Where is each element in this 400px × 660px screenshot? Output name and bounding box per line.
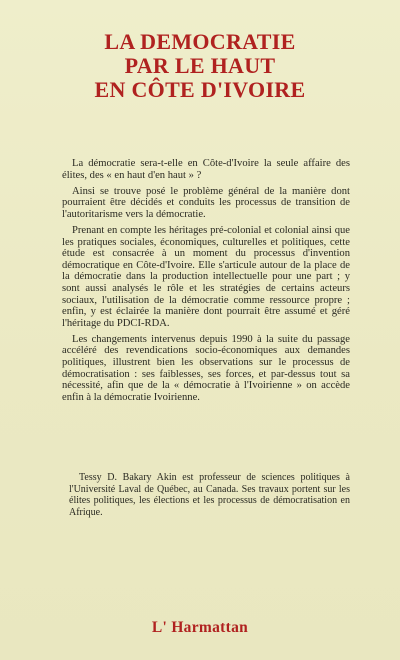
author-bio xyxy=(69,472,350,518)
blurb-paragraph-2: Ainsi se trouve posé le problème général de la manière dont pourraient être décidés et conduits les processus de transition de l'autoritarisme vers la démocratie. xyxy=(62,185,350,220)
blurb-paragraph-4: Les changements intervenus depuis 1990 à la suite du passage accéléré des revendications socio-économiques aux demandes politiques, illustrent bien les observations sur le processus de démocratisation : ses faiblesses, ses forces, et par-dessus tout sa nécessité, afin que de la « démocratie à l'Ivoirienne » on accède enfin à la démocratie Ivoirienne. xyxy=(62,333,350,403)
blurb-paragraph-3: Prenant en compte les héritages pré-colonial et colonial ainsi que les pratiques sociales, économiques, culturelles et politiques, cette étude est consacrée à un moment du processus d'invention démocratique en Côte-d'Ivoire. Elle s'articule autour de la place de la démocratie dans la production intellectuelle pour une part ; y sont aussi analysés le rôle et les stratégies de certains acteurs sociaux, l'utilisation de la démocratie comme ressource propre ; enfin, y est éclairée la manière dont pourrait être assumé et géré l'héritage du PDCI-RDA. xyxy=(62,224,350,329)
blurb xyxy=(62,158,350,408)
book-title xyxy=(0,30,400,102)
title-line-3: EN CÔTE D'IVOIRE xyxy=(94,77,306,102)
title-line-1: LA DEMOCRATIE xyxy=(104,29,296,54)
blurb-paragraph-1: La démocratie sera-t-elle en Côte-d'Ivoire la seule affaire des élites, des « en haut d'en haut » ? xyxy=(62,158,350,181)
title-line-2: PAR LE HAUT xyxy=(124,53,276,78)
author-bio-text: Tessy D. Bakary Akin est professeur de sciences politiques à l'Université Laval de Québec, au Canada. Ses travaux portent sur les élites politiques, les élections et les processus de démocratisation en Afrique. xyxy=(69,472,350,518)
publisher-logo: L' Harmattan xyxy=(151,619,249,636)
